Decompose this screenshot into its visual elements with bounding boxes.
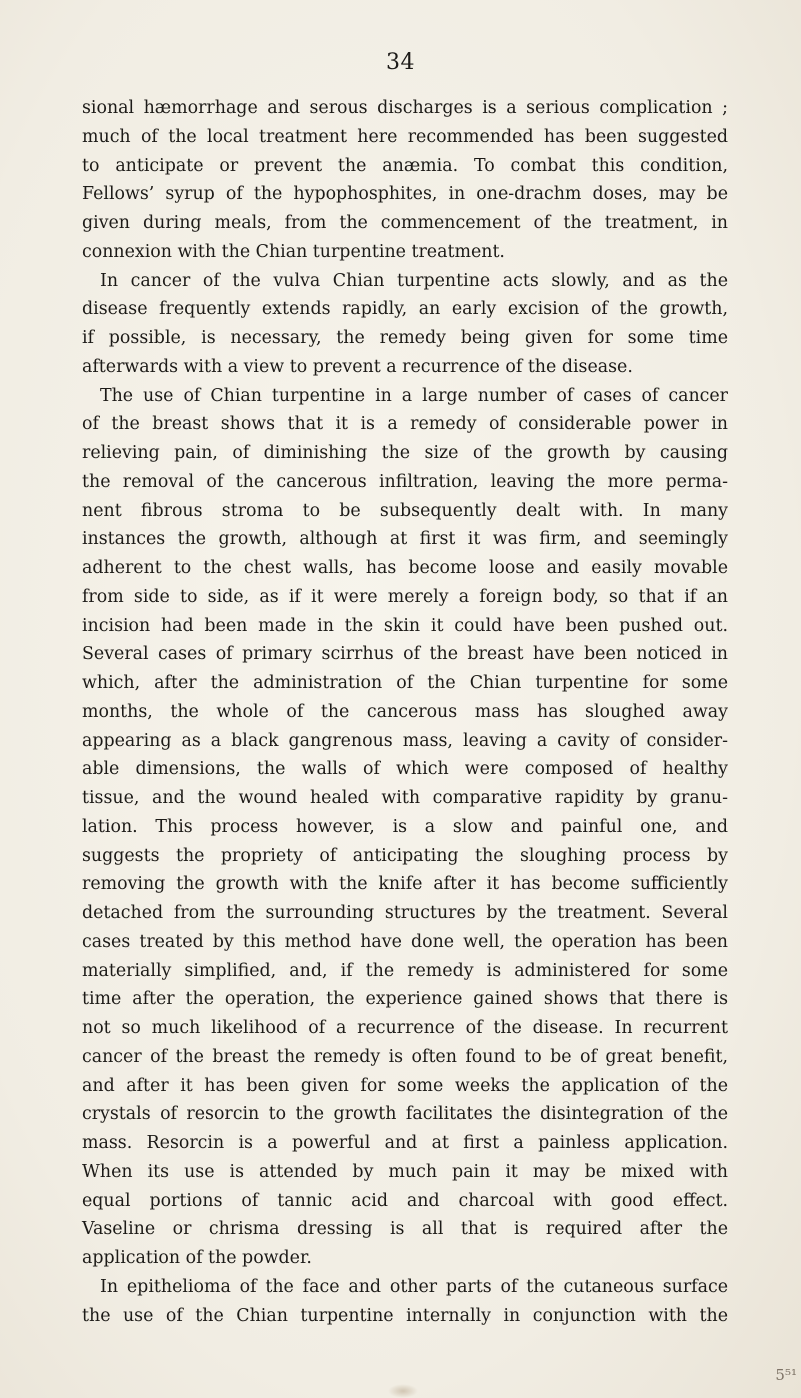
text-line: from side to side, as if it were merely a foreign body, so that if an	[82, 586, 728, 607]
text-line: months, the whole of the cancerous mass has sloughed away	[82, 701, 728, 722]
text-line: and after it has been given for some weeks the application of the	[82, 1075, 728, 1096]
text-line: detached from the surrounding structures by the treatment. Several	[82, 903, 728, 923]
text-line: Several cases of primary scirrhus of the breast have been noticed in	[82, 644, 728, 665]
text-line: to anticipate or prevent the anæmia. To combat this condition,	[82, 155, 728, 176]
text-line: appearing as a black gangrenous mass, leaving a cavity of consider-	[82, 730, 728, 751]
text-line: materially simplified, and, if the remedy is administered for some	[82, 960, 728, 981]
corner-pencil-mark: 5⁵¹	[775, 1366, 797, 1384]
text-line: In cancer of the vulva Chian turpentine acts slowly, and as the	[100, 270, 728, 291]
text-line: much of the local treatment here recommended has been suggested	[82, 126, 728, 147]
text-line: equal portions of tannic acid and charcoal with good effect.	[82, 1190, 728, 1211]
body-text	[82, 94, 728, 1330]
text-line: The use of Chian turpentine in a large number of cases of cancer	[100, 385, 728, 406]
text-line: tissue, and the wound healed with comparative rapidity by granu-	[82, 788, 728, 808]
text-line: Fellows’ syrup of the hypophosphites, in one-drachm doses, may be	[82, 184, 728, 205]
text-line: afterwards with a view to prevent a recurrence of the disease.	[82, 356, 633, 377]
text-line: relieving pain, of diminishing the size of the growth by causing	[82, 443, 728, 463]
text-line: sional hæmorrhage and serous discharges is a serious complication ;	[82, 98, 728, 118]
text-line: the use of the Chian turpentine internally in conjunction with the	[82, 1305, 728, 1326]
text-line: given during meals, from the commencement of the treatment, in	[82, 213, 728, 233]
text-line: crystals of resorcin to the growth facilitates the disintegration of the	[82, 1104, 728, 1125]
text-line: if possible, is necessary, the remedy being given for some time	[82, 328, 728, 348]
text-line: application of the powder.	[82, 1248, 312, 1268]
text-line: not so much likelihood of a recurrence of the disease. In recurrent	[82, 1018, 728, 1038]
text-line: suggests the propriety of anticipating the sloughing process by	[82, 845, 728, 866]
text-line: the removal of the cancerous infiltration, leaving the more perma-	[82, 471, 728, 492]
text-line: able dimensions, the walls of which were composed of healthy	[82, 759, 728, 780]
text-line: incision had been made in the skin it could have been pushed out.	[82, 615, 728, 636]
text-line: cancer of the breast the remedy is often found to be of great benefit,	[82, 1046, 728, 1067]
text-line: instances the growth, although at first it was firm, and seemingly	[82, 529, 728, 550]
text-line: nent fibrous stroma to be subsequently dealt with. In many	[82, 500, 728, 521]
text-line: Vaseline or chrisma dressing is all that is required after the	[82, 1219, 728, 1240]
text-line: connexion with the Chian turpentine treatment.	[82, 241, 505, 262]
page-number: 34	[386, 50, 415, 75]
text-line: time after the operation, the experience gained shows that there is	[82, 989, 728, 1010]
text-line: In epithelioma of the face and other parts of the cutaneous surface	[100, 1276, 728, 1297]
text-line: disease frequently extends rapidly, an early excision of the growth,	[82, 299, 728, 320]
text-line: removing the growth with the knife after it has become sufficiently	[82, 874, 728, 895]
text-line: lation. This process however, is a slow and painful one, and	[82, 816, 728, 837]
text-line: which, after the administration of the Chian turpentine for some	[82, 673, 728, 693]
text-line: of the breast shows that it is a remedy of considerable power in	[82, 414, 728, 435]
text-line: adherent to the chest walls, has become loose and easily movable	[82, 558, 728, 578]
paper-smudge	[388, 1384, 418, 1398]
text-line: When its use is attended by much pain it may be mixed with	[82, 1161, 728, 1182]
text-line: mass. Resorcin is a powerful and at first a painless application.	[82, 1133, 728, 1153]
text-line: cases treated by this method have done well, the operation has been	[82, 931, 728, 952]
